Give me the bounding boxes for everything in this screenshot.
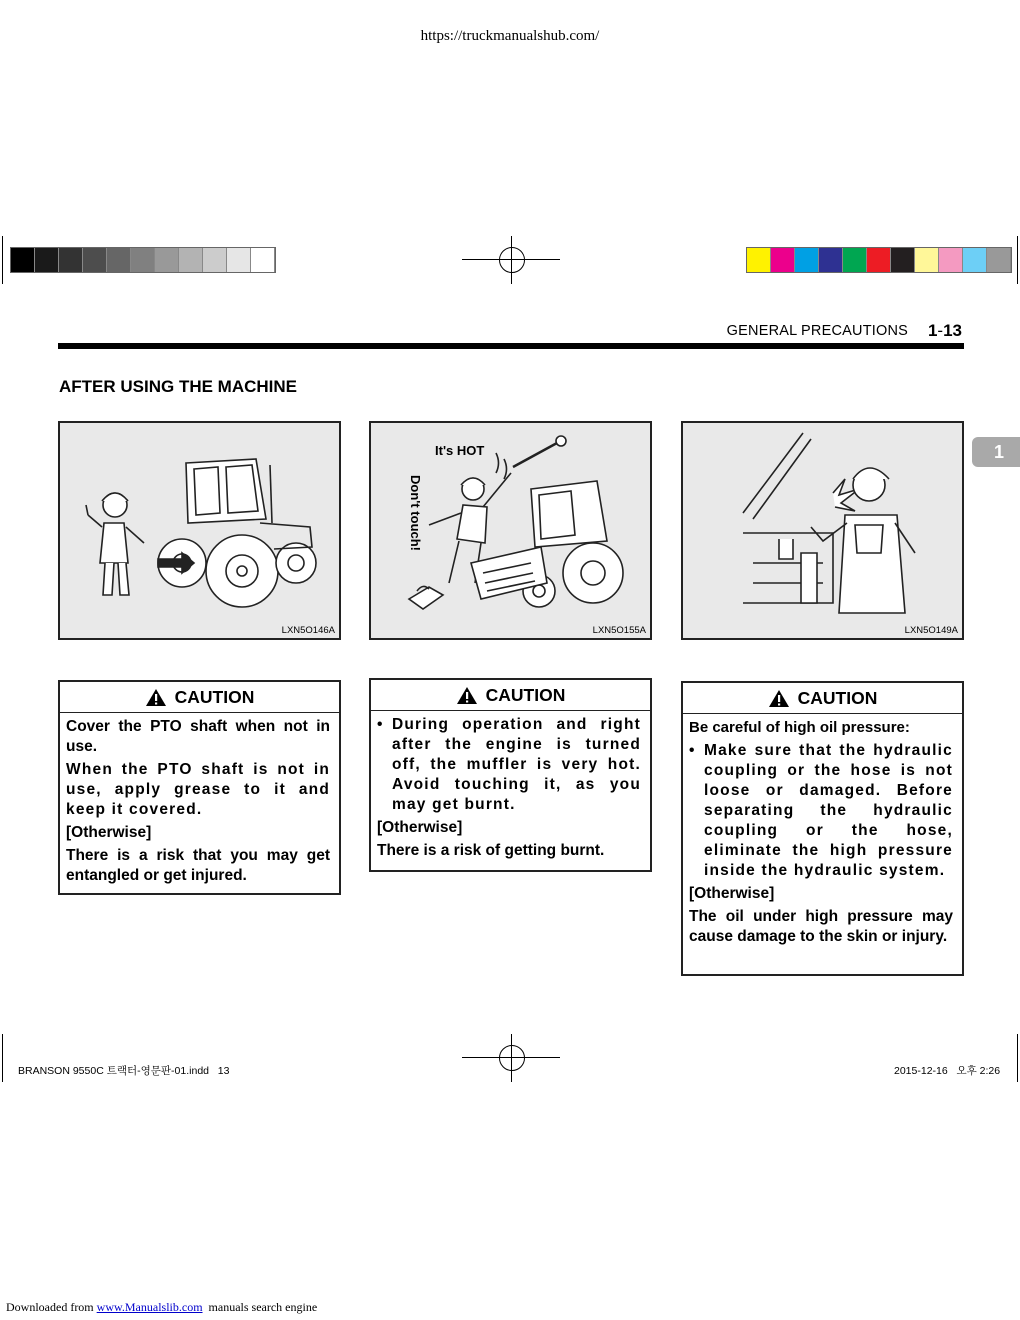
caution-header bbox=[683, 683, 962, 714]
warning-triangle-icon bbox=[456, 686, 478, 705]
callout-dont-touch: Don't touch! bbox=[408, 475, 423, 552]
color-swatch bbox=[843, 248, 867, 272]
cmyk-color-bar bbox=[746, 247, 1012, 273]
color-swatch bbox=[939, 248, 963, 272]
download-credit: Downloaded from www.Manualslib.com manuals search engine bbox=[6, 1300, 318, 1314]
color-swatch bbox=[987, 248, 1011, 272]
bullet-mark: • bbox=[689, 742, 695, 759]
page-number: 1-13 bbox=[927, 321, 962, 340]
color-swatch bbox=[867, 248, 891, 272]
chapter-tab: 1 bbox=[972, 437, 1020, 467]
color-swatch bbox=[179, 248, 203, 272]
caution-box-pto bbox=[58, 680, 341, 895]
caution-consequence: There is a risk that you may get entangled or get injured. bbox=[66, 847, 330, 884]
registration-mark-bottom bbox=[462, 1034, 560, 1082]
otherwise-label: [Otherwise] bbox=[66, 824, 152, 841]
caution-title: CAUTION bbox=[485, 684, 566, 705]
color-swatch bbox=[107, 248, 131, 272]
registration-mark-top bbox=[462, 236, 560, 284]
warning-triangle-icon bbox=[768, 689, 790, 708]
tractor-pto-shaft-illustration bbox=[60, 423, 339, 638]
figure-hot-muffler bbox=[369, 421, 652, 640]
crop-tick bbox=[2, 236, 3, 284]
source-url: https://truckmanualshub.com/ bbox=[420, 28, 600, 44]
caution-box-muffler bbox=[369, 678, 652, 872]
color-swatch bbox=[59, 248, 83, 272]
caution-instruction: Be careful of high oil pressure: bbox=[689, 719, 910, 736]
grayscale-color-bar bbox=[10, 247, 276, 273]
color-swatch bbox=[251, 248, 275, 272]
color-swatch bbox=[83, 248, 107, 272]
figure-code: LXN5O146A bbox=[281, 625, 335, 636]
color-swatch bbox=[915, 248, 939, 272]
figure-hydraulic-pressure bbox=[681, 421, 964, 640]
footer-timestamp: 2015-12-16 오후 2:26 bbox=[894, 1065, 1001, 1077]
caution-header bbox=[60, 682, 339, 713]
color-swatch bbox=[203, 248, 227, 272]
otherwise-label: [Otherwise] bbox=[689, 885, 775, 902]
caution-title: CAUTION bbox=[174, 686, 255, 707]
caution-consequence: There is a risk of getting burnt. bbox=[377, 842, 605, 859]
caution-title: CAUTION bbox=[797, 687, 878, 708]
figure-code: LXN5O155A bbox=[592, 625, 646, 636]
caution-consequence: The oil under high pressure may cause damage to the skin or injury. bbox=[689, 908, 953, 945]
crop-tick bbox=[2, 1034, 3, 1082]
crop-tick bbox=[1017, 236, 1018, 284]
figure-pto-shaft bbox=[58, 421, 341, 640]
hydraulic-spray-illustration bbox=[683, 423, 962, 638]
section-title: AFTER USING THE MACHINE bbox=[59, 377, 297, 396]
caution-instruction: Cover the PTO shaft when not in use. bbox=[66, 718, 330, 755]
bullet-mark: • bbox=[377, 716, 383, 733]
caution-box-hydraulic bbox=[681, 681, 964, 976]
caution-bullet-text: During operation and right after the engine is turned off, the muffler is very hot. Avoid touching it, as you may get burnt. bbox=[392, 716, 641, 813]
color-swatch bbox=[35, 248, 59, 272]
manualslib-link[interactable]: www.Manualslib.com bbox=[96, 1300, 203, 1314]
caution-bullet bbox=[689, 741, 953, 881]
caution-bullet bbox=[377, 715, 641, 815]
color-swatch bbox=[747, 248, 771, 272]
color-swatch bbox=[155, 248, 179, 272]
figure-code: LXN5O149A bbox=[904, 625, 958, 636]
running-header: GENERAL PRECAUTIONS bbox=[726, 323, 908, 339]
header-rule bbox=[58, 343, 964, 349]
caution-header bbox=[371, 680, 650, 711]
color-swatch bbox=[963, 248, 987, 272]
warning-triangle-icon bbox=[145, 688, 167, 707]
color-swatch bbox=[771, 248, 795, 272]
otherwise-label: [Otherwise] bbox=[377, 819, 463, 836]
color-swatch bbox=[131, 248, 155, 272]
caution-bullet-text: Make sure that the hydraulic coupling or the hose is not loose or damaged. Before separating the hydraulic coupling or the hose, eliminate the high pressure inside the hydraulic system. bbox=[704, 742, 953, 879]
footer-file-info: BRANSON 9550C 트랙터-영문판-01.indd 13 bbox=[18, 1065, 230, 1077]
color-swatch bbox=[891, 248, 915, 272]
color-swatch bbox=[819, 248, 843, 272]
callout-hot: It's HOT bbox=[435, 443, 485, 458]
color-swatch bbox=[227, 248, 251, 272]
color-swatch bbox=[795, 248, 819, 272]
color-swatch bbox=[11, 248, 35, 272]
caution-detail: When the PTO shaft is not in use, apply grease to it and keep it covered. bbox=[66, 761, 330, 818]
